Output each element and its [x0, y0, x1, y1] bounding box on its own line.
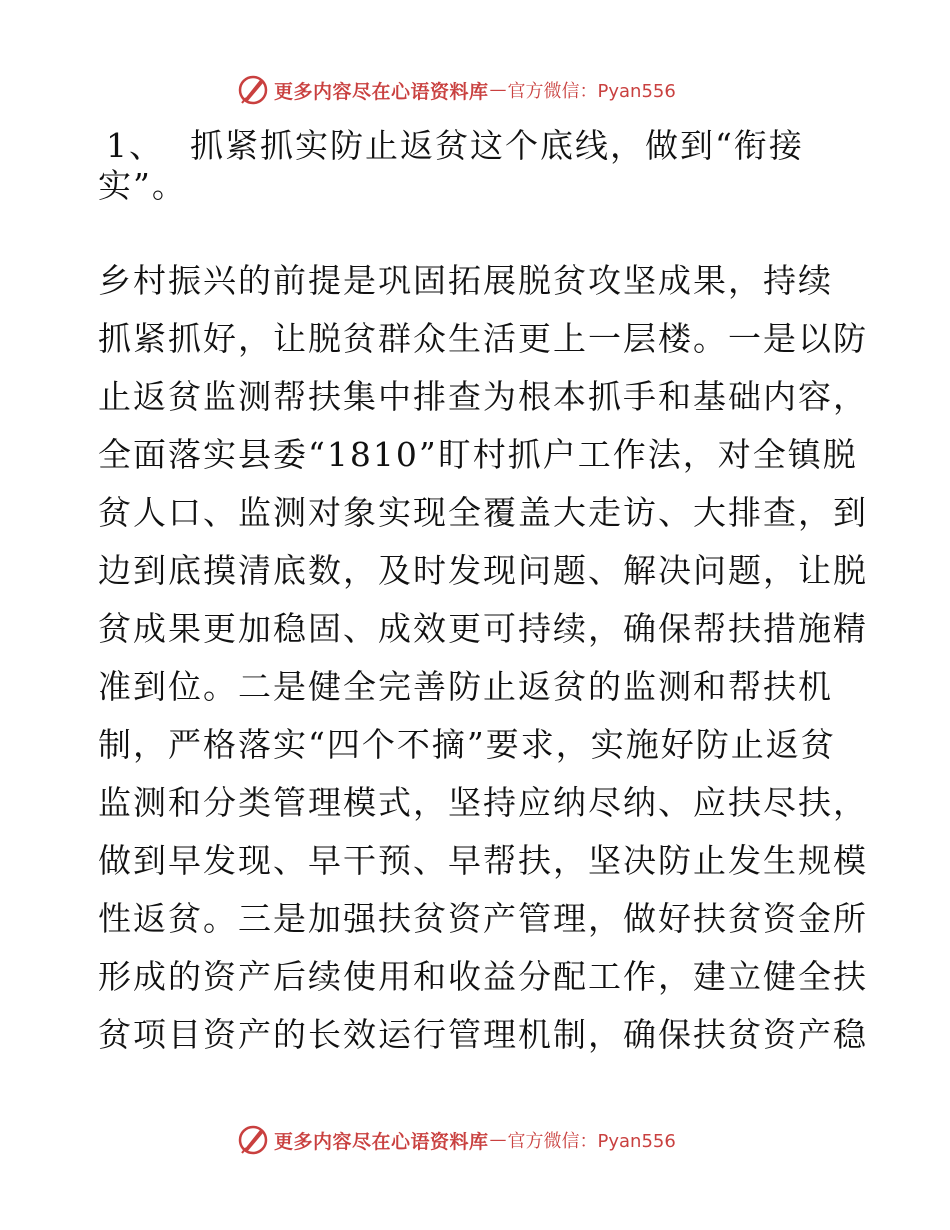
footer-watermark	[236, 1122, 676, 1158]
paragraph-line: 边到底摸清底数，及时发现问题、解决问题，让脱	[98, 551, 868, 590]
paragraph-line: 监测和分类管理模式，坚持应纳尽纳、应扶尽扶，	[98, 783, 868, 822]
paragraph-line: 形成的资产后续使用和收益分配工作，建立健全扶	[98, 957, 868, 996]
watermark-site-text: 更多内容尽在心语资料库	[274, 80, 489, 103]
section-heading-line-2: 实”。	[98, 166, 187, 205]
watermark-site-text: 更多内容尽在心语资料库	[274, 1130, 489, 1153]
section-number: 1、	[106, 126, 164, 165]
quill-logo-icon	[236, 1123, 270, 1157]
paragraph-line: 做到早发现、早干预、早帮扶，坚决防止发生规模	[98, 841, 868, 880]
paragraph-line: 贫项目资产的长效运行管理机制，确保扶贫资产稳	[98, 1015, 868, 1054]
section-heading-line-1	[106, 120, 804, 172]
header-watermark	[236, 72, 676, 108]
watermark-dash: —	[489, 80, 507, 100]
paragraph-line: 止返贫监测帮扶集中排查为根本抓手和基础内容，	[98, 377, 868, 416]
watermark-contact: 官方微信：Pyan556	[507, 1131, 676, 1152]
paragraph-line: 乡村振兴的前提是巩固拓展脱贫攻坚成果，持续	[98, 261, 833, 300]
paragraph-line: 抓紧抓好，让脱贫群众生活更上一层楼。一是以防	[98, 319, 868, 358]
paragraph-line: 性返贫。三是加强扶贫资产管理，做好扶贫资金所	[98, 899, 868, 938]
paragraph-line: 全面落实县委“1810”盯村抓户工作法，对全镇脱	[98, 435, 858, 474]
watermark-dash: —	[489, 1130, 507, 1150]
paragraph-line: 制，严格落实“四个不摘”要求，实施好防止返贫	[98, 725, 836, 764]
paragraph-line: 准到位。二是健全完善防止返贫的监测和帮扶机	[98, 667, 833, 706]
paragraph-line: 贫成果更加稳固、成效更可持续，确保帮扶措施精	[98, 609, 868, 648]
watermark-contact: 官方微信：Pyan556	[507, 81, 676, 102]
section-heading-text: 抓紧抓实防止返贫这个底线，做到“衔接	[190, 126, 804, 165]
paragraph-line: 贫人口、监测对象实现全覆盖大走访、大排查，到	[98, 493, 868, 532]
quill-logo-icon	[236, 73, 270, 107]
